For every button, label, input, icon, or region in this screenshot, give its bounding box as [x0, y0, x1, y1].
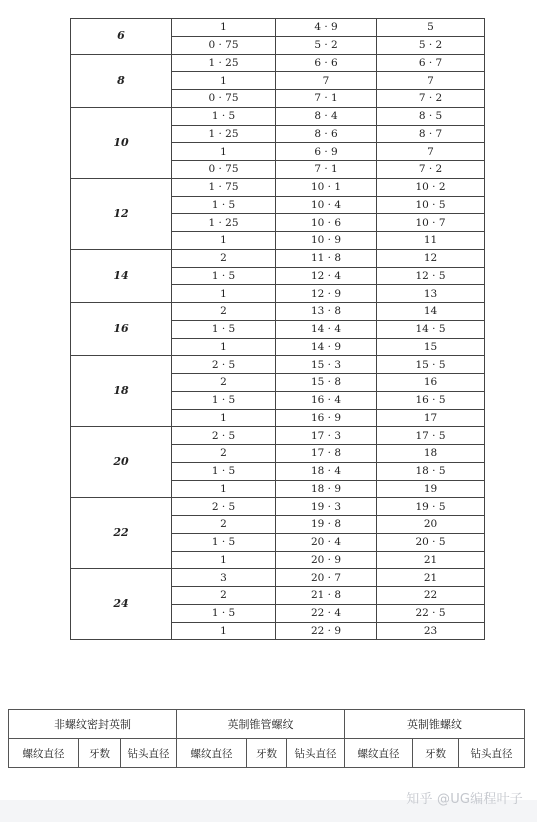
pitch-cell: 2 — [172, 587, 276, 605]
minor-diameter-cell: 7 · 1 — [276, 161, 377, 179]
minor-diameter-cell: 15 · 8 — [276, 374, 377, 392]
drill-diameter-cell: 8 · 5 — [377, 107, 485, 125]
col-thread-diameter: 螺纹直径 — [177, 739, 247, 768]
pitch-cell: 1 — [172, 72, 276, 90]
minor-diameter-cell: 18 · 9 — [276, 480, 377, 498]
metric-thread-drill-table — [70, 18, 485, 640]
pitch-cell: 2 · 5 — [172, 498, 276, 516]
drill-diameter-cell: 17 — [377, 409, 485, 427]
col-drill-diameter: 钻头直径 — [459, 739, 525, 768]
pitch-cell: 1 — [172, 480, 276, 498]
nominal-diameter-cell: 6 — [71, 19, 172, 55]
minor-diameter-cell: 12 · 9 — [276, 285, 377, 303]
minor-diameter-cell: 15 · 3 — [276, 356, 377, 374]
nominal-diameter-cell: 24 — [71, 569, 172, 640]
minor-diameter-cell: 6 · 9 — [276, 143, 377, 161]
drill-diameter-cell: 23 — [377, 622, 485, 640]
pitch-cell: 1 — [172, 409, 276, 427]
nominal-diameter-cell: 22 — [71, 498, 172, 569]
drill-diameter-cell: 8 · 7 — [377, 125, 485, 143]
minor-diameter-cell: 20 · 4 — [276, 533, 377, 551]
table-row — [71, 107, 485, 125]
drill-diameter-cell: 17 · 5 — [377, 427, 485, 445]
minor-diameter-cell: 13 · 8 — [276, 303, 377, 321]
minor-diameter-cell: 12 · 4 — [276, 267, 377, 285]
pitch-cell: 1 · 5 — [172, 533, 276, 551]
minor-diameter-cell: 20 · 7 — [276, 569, 377, 587]
pitch-cell: 0 · 75 — [172, 36, 276, 54]
drill-diameter-cell: 10 · 2 — [377, 178, 485, 196]
section-imperial-taper-pipe: 英制锥管螺纹 — [177, 710, 345, 739]
drill-diameter-cell: 19 — [377, 480, 485, 498]
minor-diameter-cell: 17 · 8 — [276, 445, 377, 463]
nominal-diameter-cell: 16 — [71, 303, 172, 356]
drill-diameter-cell: 20 · 5 — [377, 533, 485, 551]
pitch-cell: 2 — [172, 445, 276, 463]
pitch-cell: 1 — [172, 285, 276, 303]
pitch-cell: 1 · 5 — [172, 267, 276, 285]
pitch-cell: 1 · 25 — [172, 125, 276, 143]
drill-diameter-cell: 18 — [377, 445, 485, 463]
minor-diameter-cell: 7 · 1 — [276, 90, 377, 108]
col-thread-diameter: 螺纹直径 — [345, 739, 413, 768]
minor-diameter-cell: 22 · 9 — [276, 622, 377, 640]
drill-diameter-cell: 5 · 2 — [377, 36, 485, 54]
drill-diameter-cell: 12 · 5 — [377, 267, 485, 285]
drill-diameter-cell: 20 — [377, 516, 485, 534]
drill-diameter-cell: 10 · 5 — [377, 196, 485, 214]
drill-diameter-cell: 12 — [377, 249, 485, 267]
drill-diameter-cell: 16 — [377, 374, 485, 392]
minor-diameter-cell: 19 · 8 — [276, 516, 377, 534]
drill-diameter-cell: 6 · 7 — [377, 54, 485, 72]
pitch-cell: 2 · 5 — [172, 427, 276, 445]
minor-diameter-cell: 14 · 4 — [276, 320, 377, 338]
nominal-diameter-cell: 12 — [71, 178, 172, 249]
table-row — [71, 19, 485, 37]
minor-diameter-cell: 18 · 4 — [276, 462, 377, 480]
minor-diameter-cell: 19 · 3 — [276, 498, 377, 516]
minor-diameter-cell: 8 · 6 — [276, 125, 377, 143]
table-row — [71, 569, 485, 587]
pitch-cell: 1 — [172, 143, 276, 161]
minor-diameter-cell: 16 · 4 — [276, 391, 377, 409]
minor-diameter-cell: 5 · 2 — [276, 36, 377, 54]
minor-diameter-cell: 4 · 9 — [276, 19, 377, 37]
minor-diameter-cell: 7 — [276, 72, 377, 90]
pitch-cell: 1 · 5 — [172, 196, 276, 214]
pitch-cell: 1 — [172, 232, 276, 250]
minor-diameter-cell: 14 · 9 — [276, 338, 377, 356]
nominal-diameter-cell: 18 — [71, 356, 172, 427]
pitch-cell: 1 · 25 — [172, 214, 276, 232]
minor-diameter-cell: 16 · 9 — [276, 409, 377, 427]
drill-diameter-cell: 10 · 7 — [377, 214, 485, 232]
col-tpi: 牙数 — [247, 739, 287, 768]
pitch-cell: 1 · 5 — [172, 391, 276, 409]
nominal-diameter-cell: 20 — [71, 427, 172, 498]
drill-diameter-cell: 11 — [377, 232, 485, 250]
section-imperial-taper: 英制锥螺纹 — [345, 710, 525, 739]
drill-diameter-cell: 13 — [377, 285, 485, 303]
drill-diameter-cell: 19 · 5 — [377, 498, 485, 516]
pitch-cell: 2 — [172, 303, 276, 321]
drill-diameter-cell: 7 · 2 — [377, 161, 485, 179]
table-row — [71, 427, 485, 445]
drill-diameter-cell: 7 — [377, 72, 485, 90]
pitch-cell: 1 — [172, 19, 276, 37]
drill-diameter-cell: 15 · 5 — [377, 356, 485, 374]
pitch-cell: 1 — [172, 338, 276, 356]
table-row — [71, 303, 485, 321]
col-tpi: 牙数 — [79, 739, 121, 768]
drill-diameter-cell: 16 · 5 — [377, 391, 485, 409]
nominal-diameter-cell: 10 — [71, 107, 172, 178]
minor-diameter-cell: 20 · 9 — [276, 551, 377, 569]
pitch-cell: 0 · 75 — [172, 161, 276, 179]
pitch-cell: 3 — [172, 569, 276, 587]
drill-diameter-cell: 14 — [377, 303, 485, 321]
pitch-cell: 2 · 5 — [172, 356, 276, 374]
minor-diameter-cell: 6 · 6 — [276, 54, 377, 72]
column-header-row — [9, 739, 525, 768]
pitch-cell: 1 · 5 — [172, 107, 276, 125]
drill-diameter-cell: 15 — [377, 338, 485, 356]
pitch-cell: 1 · 5 — [172, 320, 276, 338]
table-row — [71, 178, 485, 196]
minor-diameter-cell: 21 · 8 — [276, 587, 377, 605]
pitch-cell: 1 — [172, 551, 276, 569]
minor-diameter-cell: 10 · 6 — [276, 214, 377, 232]
col-drill-diameter: 钻头直径 — [287, 739, 345, 768]
minor-diameter-cell: 11 · 8 — [276, 249, 377, 267]
nominal-diameter-cell: 14 — [71, 249, 172, 302]
minor-diameter-cell: 17 · 3 — [276, 427, 377, 445]
pitch-cell: 1 · 5 — [172, 462, 276, 480]
pitch-cell: 2 — [172, 249, 276, 267]
drill-diameter-cell: 21 — [377, 569, 485, 587]
table-row — [71, 498, 485, 516]
drill-diameter-cell: 18 · 5 — [377, 462, 485, 480]
drill-diameter-cell: 21 — [377, 551, 485, 569]
minor-diameter-cell: 10 · 4 — [276, 196, 377, 214]
watermark: 知乎 @UG编程叶子 — [406, 792, 523, 807]
pitch-cell: 0 · 75 — [172, 90, 276, 108]
metric-thread-table-body — [71, 19, 485, 640]
drill-diameter-cell: 5 — [377, 19, 485, 37]
table-row — [71, 356, 485, 374]
drill-diameter-cell: 14 · 5 — [377, 320, 485, 338]
section-non-sealed-imperial: 非螺纹密封英制 — [9, 710, 177, 739]
imperial-thread-table-header — [8, 709, 525, 768]
col-tpi: 牙数 — [413, 739, 459, 768]
drill-diameter-cell: 22 · 5 — [377, 604, 485, 622]
pitch-cell: 2 — [172, 516, 276, 534]
pitch-cell: 1 · 25 — [172, 54, 276, 72]
col-thread-diameter: 螺纹直径 — [9, 739, 79, 768]
col-drill-diameter: 钻头直径 — [121, 739, 177, 768]
pitch-cell: 1 · 75 — [172, 178, 276, 196]
drill-diameter-cell: 7 — [377, 143, 485, 161]
table-row — [71, 54, 485, 72]
table-row — [71, 249, 485, 267]
section-header-row — [9, 710, 525, 739]
pitch-cell: 1 — [172, 622, 276, 640]
pitch-cell: 1 · 5 — [172, 604, 276, 622]
drill-diameter-cell: 7 · 2 — [377, 90, 485, 108]
minor-diameter-cell: 22 · 4 — [276, 604, 377, 622]
drill-diameter-cell: 22 — [377, 587, 485, 605]
pitch-cell: 2 — [172, 374, 276, 392]
nominal-diameter-cell: 8 — [71, 54, 172, 107]
minor-diameter-cell: 10 · 9 — [276, 232, 377, 250]
minor-diameter-cell: 10 · 1 — [276, 178, 377, 196]
minor-diameter-cell: 8 · 4 — [276, 107, 377, 125]
